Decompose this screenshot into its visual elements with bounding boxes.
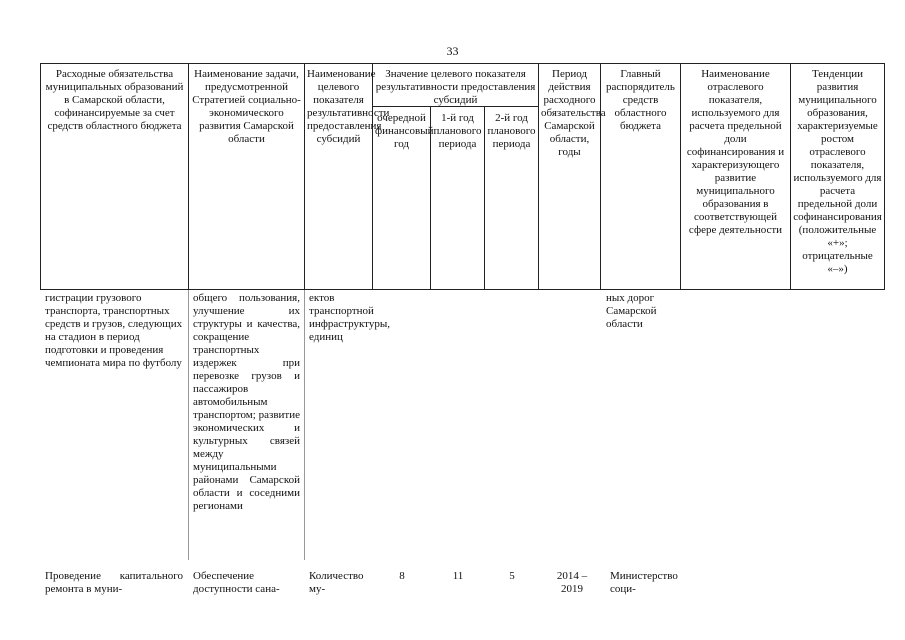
header-expenditure-obligations: Расходные обязательства муниципальных образований в Самарской области, софинансируемые за счет средств областного бюджета bbox=[45, 68, 184, 132]
header-indicator-value: Значение целевого показателя результативности предоставления субсидий bbox=[375, 68, 536, 106]
row2-target-indicator: Количество му- bbox=[309, 570, 364, 595]
header-period: Период действия расходного обязательства Самарской области, годы bbox=[541, 68, 606, 158]
header-plan-year-1: 1-й год планового периода bbox=[433, 112, 482, 150]
header-sector-indicator: Наименование отраслевого показателя, используемого для расчета предельной доли софинансирования и характеризующего развитие муниципального образования в соответствующей сфере деятельности bbox=[686, 68, 785, 236]
row2-value-plan-year-1: 11 bbox=[452, 570, 464, 582]
table-top-border bbox=[40, 63, 885, 64]
body-col-border bbox=[304, 290, 305, 560]
row2-main-manager: Министерство соци- bbox=[610, 570, 678, 595]
row1-main-manager: ных дорог Самарской области bbox=[606, 292, 657, 330]
header-trends: Тенденции развития муниципального образования, характеризуемые ростом отраслевого показателя, используемого для расчета предельной доли софинансирования (положительные «+»; отрицательные «–») bbox=[793, 68, 882, 275]
row2-period: 2014 – 2019 bbox=[556, 570, 588, 595]
row2-value-next-year: 8 bbox=[399, 570, 405, 582]
header-target-indicator: Наименование целевого показателя результативности предоставления субсидий bbox=[307, 68, 390, 145]
col-border bbox=[884, 63, 885, 290]
page-number: 33 bbox=[446, 44, 459, 58]
header-main-manager: Главный распорядитель средств областного бюджета bbox=[606, 68, 675, 132]
header-strategy-task: Наименование задачи, предусмотренной Стратегией социально-экономического развития Самарской области bbox=[192, 68, 301, 145]
row1-expenditure: гистрации грузового транспорта, транспортных средств и грузов, следующих на стадион в период подготовки и проведения чемпионата мира по футболу bbox=[45, 292, 183, 369]
row2-value-plan-year-2: 5 bbox=[509, 570, 515, 582]
header-plan-year-2: 2-й год планового периода bbox=[487, 112, 536, 150]
body-col-border bbox=[188, 290, 189, 560]
row2-strategy-task: Обеспечение доступности сана- bbox=[193, 570, 280, 595]
row2-expenditure: Проведение капитального ремонта в муни- bbox=[45, 570, 183, 595]
row1-target-indicator: ектов транспортной инфраструктуры, единиц bbox=[309, 292, 390, 343]
header-next-fiscal-year: очередной финансовый год bbox=[375, 112, 434, 150]
header-bottom-border bbox=[40, 289, 885, 290]
row1-strategy-task: общего пользования, улучшение их структуры и качества, сокращение транспортных издержек при перевозке грузов и пассажиров автомобильным транспортом; развитие экономических и культурных связей между муниципальными районами Самарской области и соседними регионами bbox=[193, 292, 300, 512]
